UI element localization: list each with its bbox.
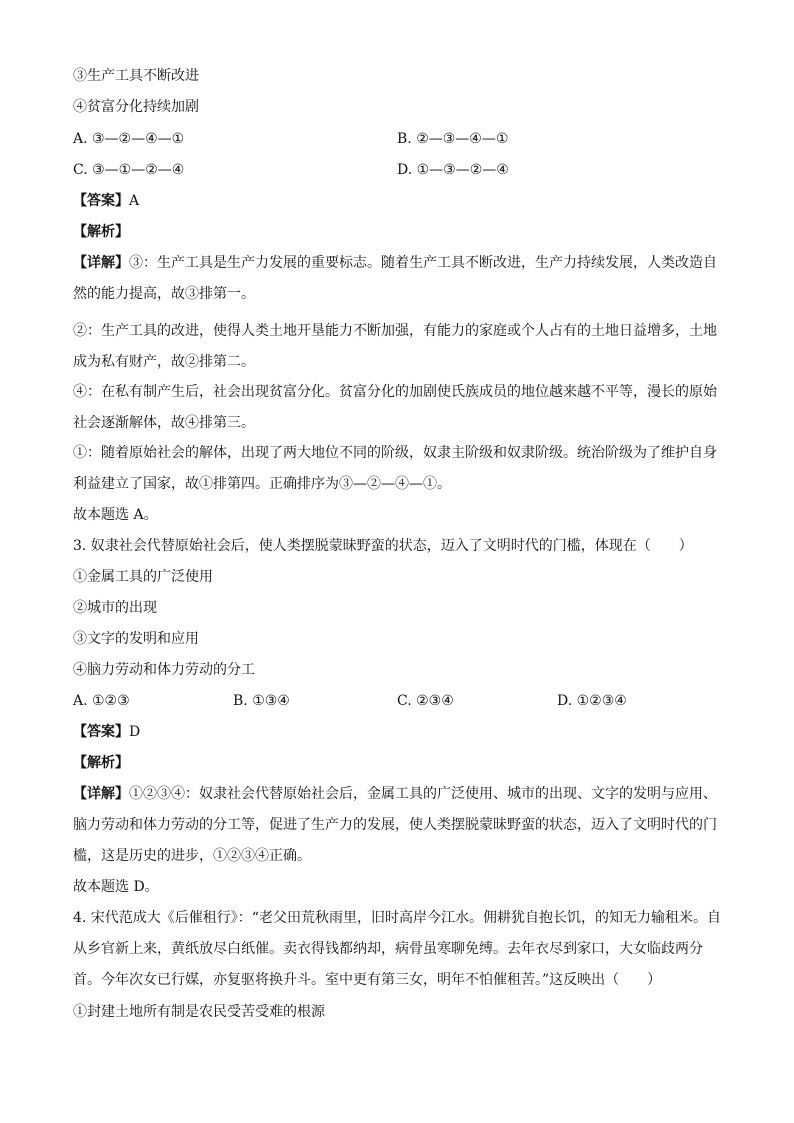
q3-answer-line <box>73 722 140 742</box>
answer-line <box>73 191 139 211</box>
q3-option-d: D. ①②③④ <box>557 693 627 709</box>
q3-detail-label: 【详解】 <box>73 786 129 802</box>
q4-statement-1: ①封建土地所有制是农民受苦受难的根源 <box>73 1004 325 1020</box>
q3-statement-1: ①金属工具的广泛使用 <box>73 569 213 585</box>
detail-paragraph-1 <box>73 248 723 310</box>
conclusion: 故本题选 A。 <box>73 507 158 523</box>
q3-detail-paragraph <box>73 779 723 872</box>
q3-detail-text: ①②③④：奴隶社会代替原始社会后，金属工具的广泛使用、城市的出现、文字的发明与应用、脑力劳动和体力劳动的分工等，促进了生产力的发展，使人类摆脱蒙昧野蛮的状态，迈入了文明时代的门槛，这是历史的进步，①②③④正确。 <box>73 786 717 864</box>
q3-option-a: A. ①②③ <box>73 693 130 709</box>
q3-statement-2: ②城市的出现 <box>73 600 157 616</box>
option-d: D. ①—③—②—④ <box>397 162 509 178</box>
q3-answer-label: 【答案】 <box>73 724 129 740</box>
q3-answer-value: D <box>129 724 141 740</box>
statement-3: ③生产工具不断改进 <box>73 68 199 84</box>
option-c: C. ③—①—②—④ <box>73 162 185 178</box>
option-a: A. ③—②—④—① <box>73 131 185 147</box>
q3-option-c: C. ②③④ <box>397 693 454 709</box>
question-4-stem: 4. 宋代范成大《后催租行》：“老父田荒秋雨里，旧时高岸今江水。佣耕犹自抱长饥，的知无力输租米。自从乡官新上来，黄纸放尽白纸催。卖衣得钱都纳却，病骨虽寒聊免缚。去年衣尽到家口，大女临歧两分首。今年次女已行媒，亦复驱将换升斗。室中更有第三女，明年不怕催租苦。”这反映出（ ） <box>73 910 721 988</box>
q3-statement-4: ④脑力劳动和体力劳动的分工 <box>73 662 255 678</box>
question-3-stem: 3. 奴隶社会代替原始社会后，使人类摆脱蒙昧野蛮的状态，迈入了文明时代的门槛，体现在（ ） <box>73 538 693 554</box>
detail-label: 【详解】 <box>73 255 129 271</box>
detail-paragraph-2: ②：生产工具的改进，使得人类土地开垦能力不断加强，有能力的家庭或个人占有的土地日益增多，土地成为私有财产，故②排第二。 <box>73 323 717 370</box>
analysis-label: 【解析】 <box>73 224 129 240</box>
detail-paragraph-4: ①：随着原始社会的解体，出现了两大地位不同的阶级，奴隶主阶级和奴隶阶级。统治阶级为了维护自身利益建立了国家，故①排第四。正确排序为③—②—④—①。 <box>73 445 717 492</box>
detail-paragraph-3: ④：在私有制产生后，社会出现贫富分化。贫富分化的加剧使氏族成员的地位越来越不平等，漫长的原始社会逐渐解体，故④排第三。 <box>73 384 717 431</box>
q3-statement-3: ③文字的发明和应用 <box>73 631 199 647</box>
statement-4: ④贫富分化持续加剧 <box>73 99 199 115</box>
q3-conclusion: 故本题选 D。 <box>73 879 159 895</box>
answer-label: 【答案】 <box>73 193 129 209</box>
option-b: B. ②—③—④—① <box>397 131 509 147</box>
q3-option-b: B. ①③④ <box>233 693 290 709</box>
detail-text: ③：生产工具是生产力发展的重要标志。随着生产工具不断改进，生产力持续发展，人类改造自然的能力提高，故③排第一。 <box>73 255 717 302</box>
answer-value: A <box>129 193 140 209</box>
q3-analysis-label: 【解析】 <box>73 755 129 771</box>
